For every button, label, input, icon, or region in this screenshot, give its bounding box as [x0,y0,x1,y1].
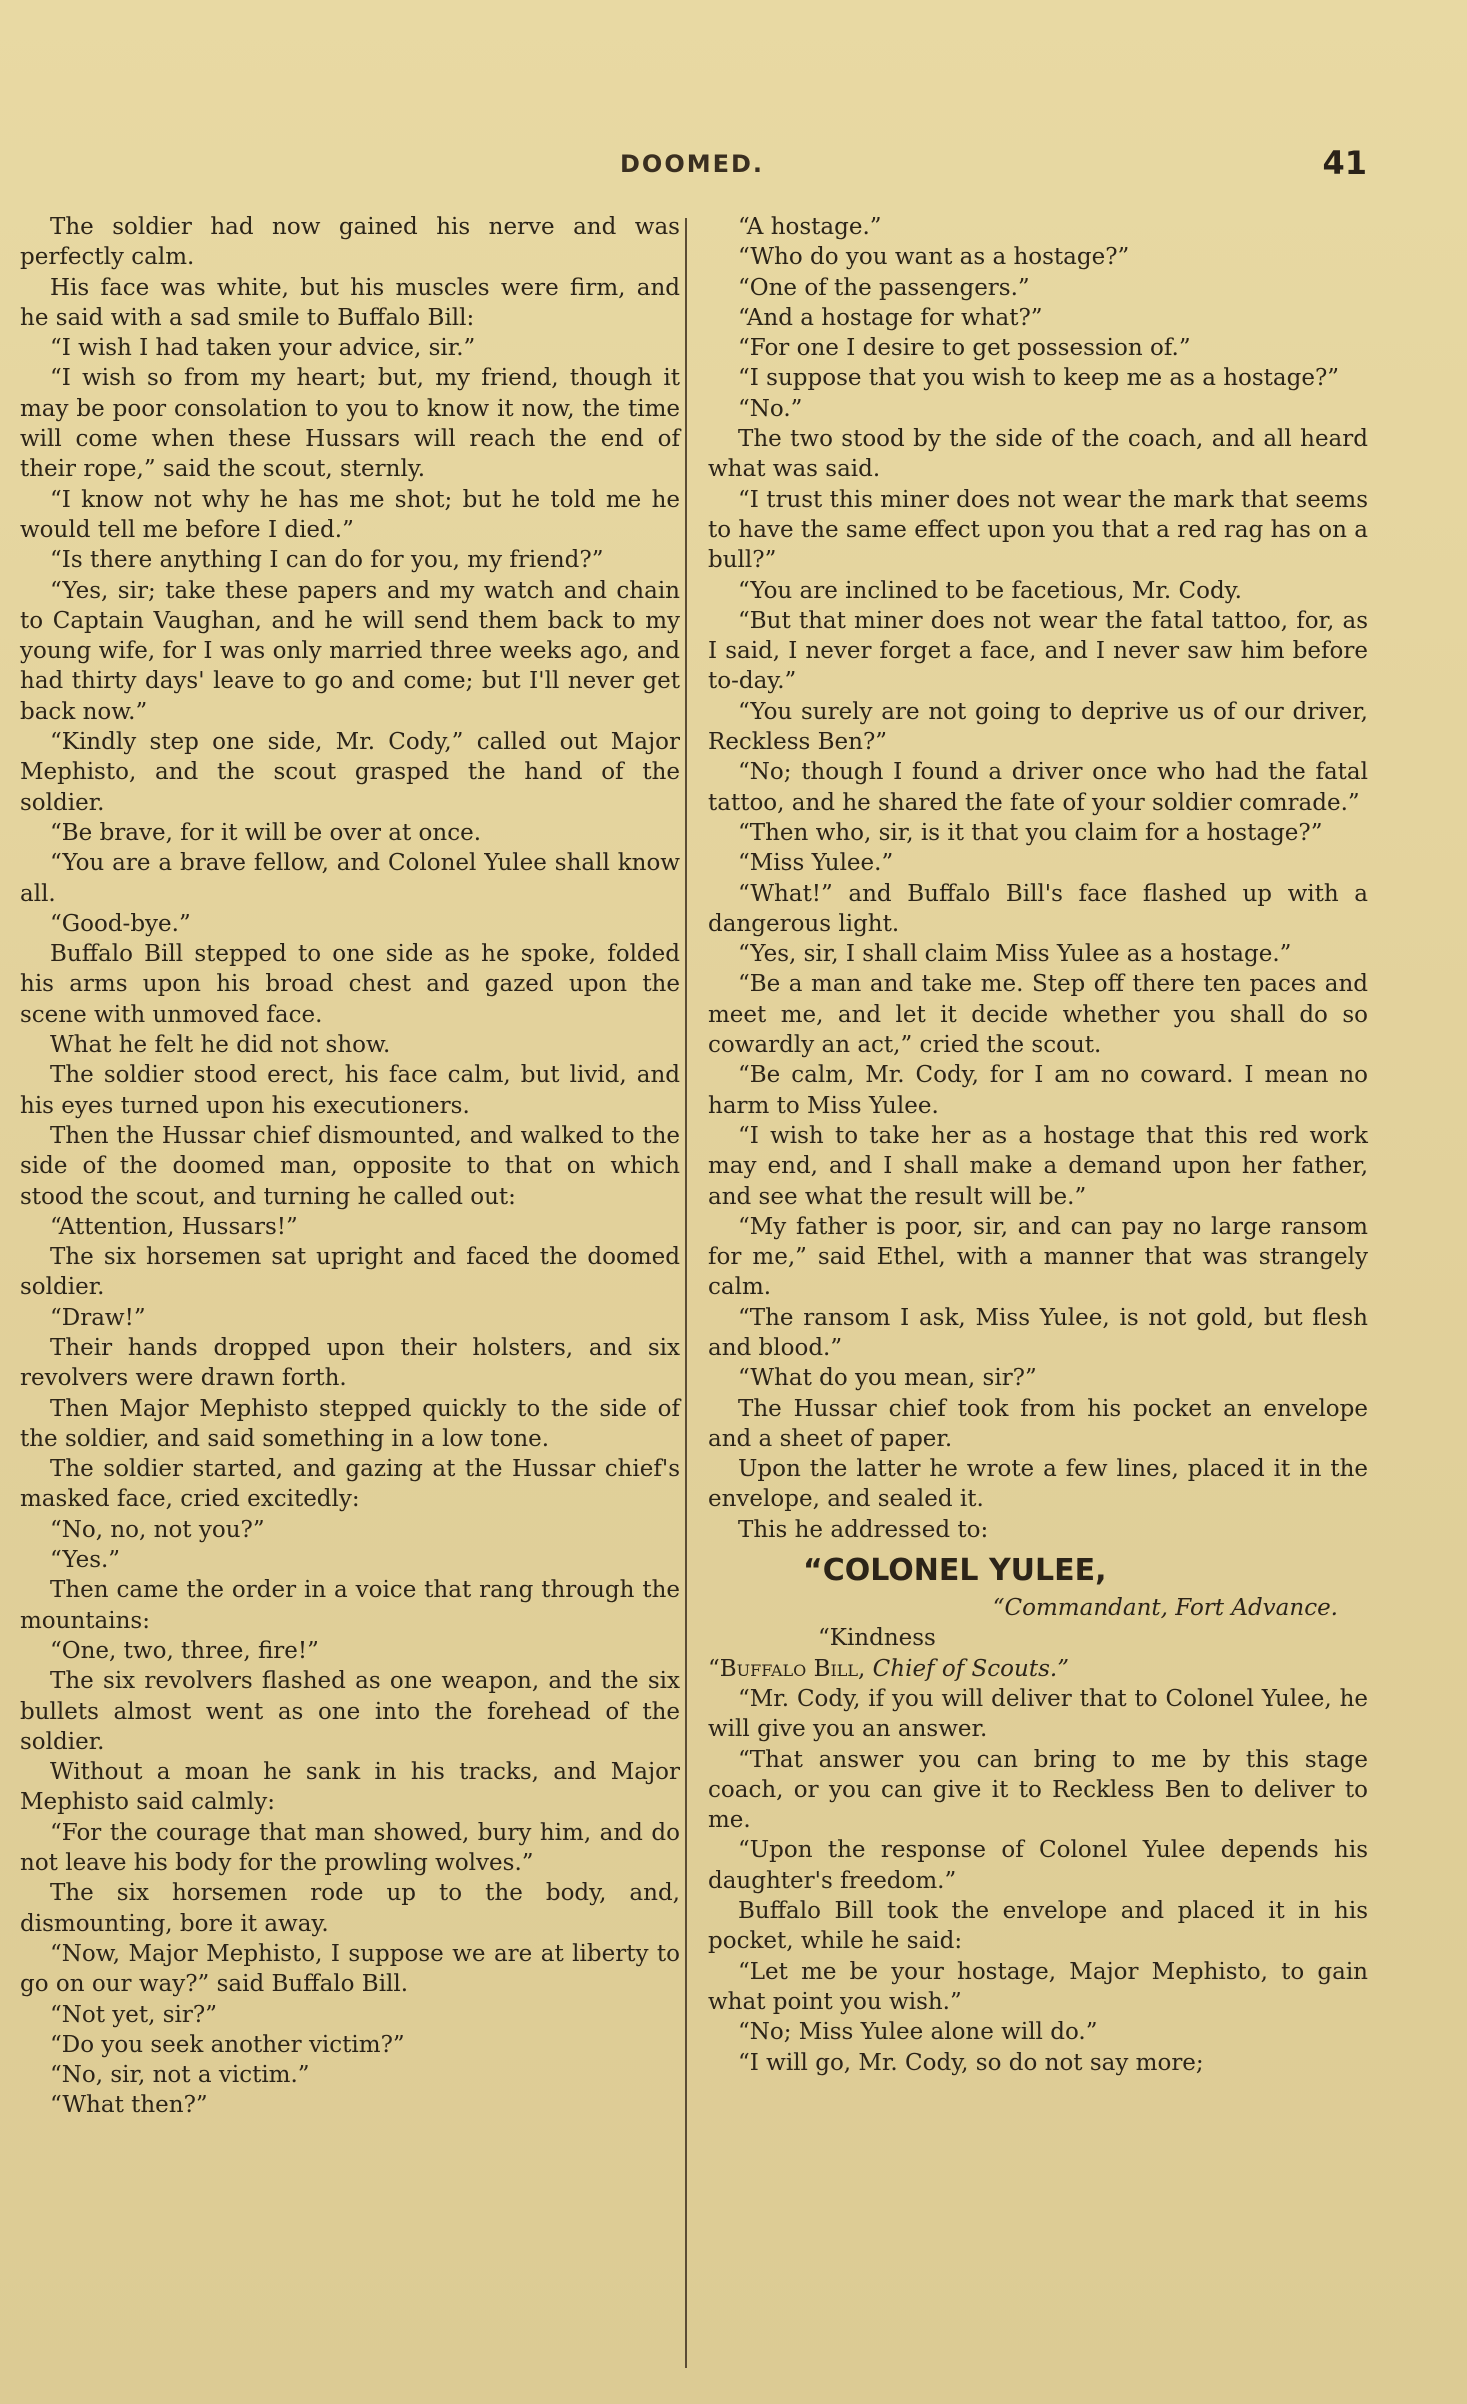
paragraph: “I wish so from my heart; but, my friend, though it may be poor consolation to you to know it now, the time will come when these Hussars will reach the end of their rope,” said the scout, sternly. [20,365,680,483]
paragraph: “I will go, Mr. Cody, so do not say more; [738,2049,1204,2076]
paragraph: What he felt he did not show. [50,1032,391,1059]
paragraph: “I suppose that you wish to keep me as a hostage?” [738,365,1340,392]
signature-name: Buffalo Bill, [719,1655,866,1682]
paragraph: “For the courage that man showed, bury him, and do not leave his body for the prowling wolves.” [20,1819,680,1877]
paragraph: “But that miner does not wear the fatal tattoo, for, as I said, I never forget a face, and I never saw him before to-day.” [708,607,1368,695]
paragraph: “Yes, sir, I shall claim Miss Yulee as a hostage.” [738,941,1292,968]
paragraph: “Draw!” [50,1304,146,1331]
paragraph: “And a hostage for what?” [738,304,1043,331]
paragraph: This he addressed to: [738,1516,989,1543]
paragraph: Upon the latter he wrote a few lines, placed it in the envelope, and sealed it. [708,1456,1368,1513]
paragraph: “What do you mean, sir?” [738,1365,1037,1392]
paragraph: His face was white, but his muscles were firm, and he said with a sad smile to Buffalo Bill: [20,274,680,331]
left-column [20,212,680,2121]
address-title: “Commandant, Fort Advance. [992,1595,1338,1622]
paragraph: Buffalo Bill took the envelope and placed it in his pocket, while he said: [708,1898,1368,1955]
paragraph: “Yes.” [50,1547,121,1574]
paragraph: Buffalo Bill stepped to one side as he spoke, folded his arms upon his broad chest and gazed upon the scene with unmoved face. [20,941,680,1028]
paragraph: “Yes, sir; take these papers and my watch and chain to Captain Vaughan, and he will send them back to my young wife, for I was only married three weeks ago, and had thirty days' leave to go and come; but I'll never get back now.” [20,577,680,725]
paragraph: “Attention, Hussars!” [50,1213,298,1240]
paragraph: The soldier started, and gazing at the Hussar chief's masked face, cried excitedly: [20,1456,680,1513]
paragraph: The soldier stood erect, his face calm, but livid, and his eyes turned upon his executioners. [20,1062,680,1119]
paragraph: “Is there anything I can do for you, my friend?” [50,547,604,574]
paragraph: The two stood by the side of the coach, and all heard what was said. [708,426,1368,483]
paragraph: “My father is poor, sir, and can pay no large ransom for me,” said Ethel, with a manner that was strangely calm. [708,1213,1368,1301]
page-number: 41 [1322,144,1367,182]
paragraph: Without a moan he sank in his tracks, and Major Mephisto said calmly: [20,1759,680,1816]
paragraph: “Upon the response of Colonel Yulee depends his daughter's freedom.” [708,1837,1368,1894]
paragraph: “I wish to take her as a hostage that this red work may end, and I shall make a demand upon her father, and see what the result will be.” [708,1122,1368,1210]
paragraph: “Do you seek another victim?” [50,2031,405,2058]
paragraph: Then came the order in a voice that rang through the mountains: [20,1577,680,1634]
paragraph: “Good-bye.” [50,910,191,937]
paragraph: “No.” [738,395,803,422]
paragraph: “What then?” [50,2092,208,2119]
paragraph: Then Major Mephisto stepped quickly to the side of the soldier, and said something in a low tone. [20,1395,680,1452]
signature-title: Chief of Scouts.” [872,1655,1069,1682]
paragraph: The six horsemen sat upright and faced the doomed soldier. [20,1244,680,1301]
paragraph: “One of the passengers.” [738,274,1030,301]
paragraph: “Be a man and take me. Step off there ten paces and meet me, and let it decide whether you shall do so cowardly an act,” cried the scout. [708,971,1368,1059]
paragraph: “Then who, sir, is it that you claim for a hostage?” [738,819,1323,846]
paragraph: “Be brave, for it will be over at once. [50,819,482,846]
paragraph: The six revolvers flashed as one weapon, and the six bullets almost went as one into the forehead of the soldier. [20,1668,680,1755]
page-header [0,144,1467,194]
paragraph: “I know not why he has me shot; but he told me he would tell me before I died.” [20,486,680,543]
paragraph: “No, sir, not a victim.” [50,2062,310,2089]
paragraph: “You are a brave fellow, and Colonel Yulee shall know all. [20,850,680,907]
paragraph: “Kindly step one side, Mr. Cody,” called out Major Mephisto, and the scout grasped the hand of the soldier. [20,729,680,816]
column-divider [685,218,687,2368]
paragraph: “One, two, three, fire!” [50,1637,319,1664]
paragraph: “No; though I found a driver once who had the fatal tattoo, and he shared the fate of your soldier comrade.” [708,759,1368,816]
paragraph: “I trust this miner does not wear the mark that seems to have the same effect upon you that a red rag has on a bull?” [708,486,1368,574]
paragraph: “No, no, not you?” [50,1516,265,1543]
paragraph: “You are inclined to be facetious, Mr. Cody. [738,577,1242,604]
paragraph: “I wish I had taken your advice, sir.” [50,335,476,362]
paragraph: “Let me be your hostage, Major Mephisto, to gain what point you wish.” [708,1958,1368,2015]
right-column [708,212,1368,2078]
paragraph: “A hostage.” [738,214,882,240]
paragraph: Their hands dropped upon their holsters, and six revolvers were drawn forth. [20,1334,680,1392]
paragraph: “Not yet, sir?” [50,2001,217,2028]
paragraph: The Hussar chief took from his pocket an envelope and a sheet of paper. [708,1395,1368,1452]
running-title: DOOMED. [620,150,765,178]
address-kindness: “Kindness [818,1625,936,1652]
paragraph: Then the Hussar chief dismounted, and walked to the side of the doomed man, opposite to that on which stood the scout, and turning he called out: [20,1122,680,1210]
paragraph: “For one I desire to get possession of.” [738,335,1191,362]
paragraph: “The ransom I ask, Miss Yulee, is not gold, but flesh and blood.” [708,1304,1368,1361]
paragraph: “Now, Major Mephisto, I suppose we are at liberty to go on our way?” said Buffalo Bill. [20,1940,680,1998]
paragraph: “You surely are not going to deprive us of our driver, Reckless Ben?” [708,698,1368,756]
paragraph: “Miss Yulee.” [738,850,894,877]
paragraph: “What!” and Buffalo Bill's face flashed up with a dangerous light. [708,880,1368,937]
paragraph: “No; Miss Yulee alone will do.” [738,2019,1098,2046]
signature-quote: “ [708,1655,720,1682]
paragraph: The six horsemen rode up to the body, and, dismounting, bore it away. [20,1880,680,1937]
paragraph: “Mr. Cody, if you will deliver that to Colonel Yulee, he will give you an answer. [708,1685,1368,1743]
paragraph: “Be calm, Mr. Cody, for I am no coward. I mean no harm to Miss Yulee. [708,1062,1368,1119]
paragraph: “That answer you can bring to me by this stage coach, or you can give it to Reckless Ben to deliver to me. [708,1746,1368,1834]
paragraph: “Who do you want as a hostage?” [738,244,1130,271]
address-signature [708,1654,1368,1684]
paragraph: The soldier had now gained his nerve and was perfectly calm. [20,214,680,271]
address-name: “COLONEL YULEE, [803,1553,1107,1589]
